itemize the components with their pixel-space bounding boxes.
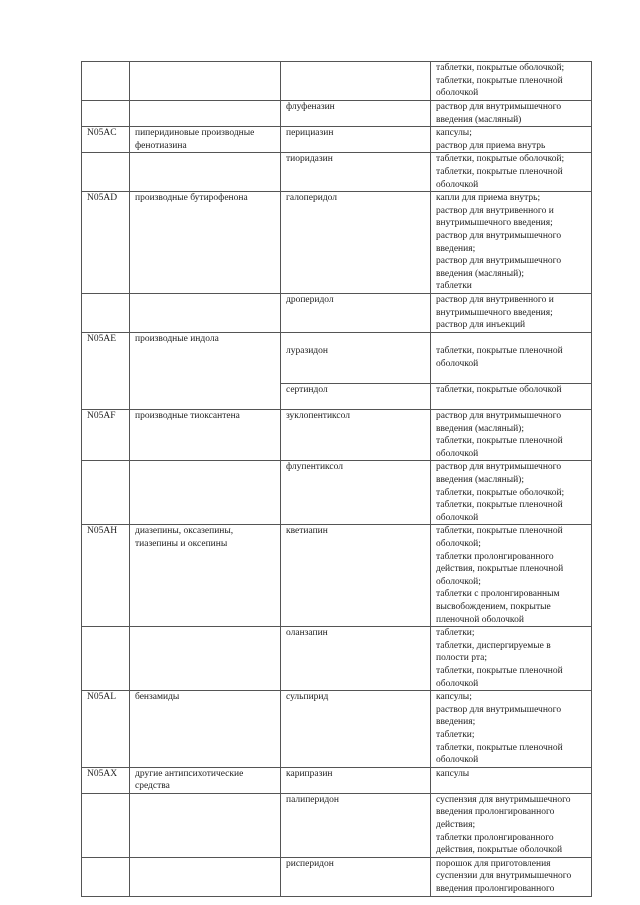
table-row xyxy=(82,332,592,409)
atc-code-cell xyxy=(82,793,130,857)
drug-name-sub: луразидон xyxy=(286,346,328,357)
group-cell: другие антипсихотические средства xyxy=(130,767,281,793)
table-row xyxy=(82,192,592,294)
atc-code-cell: N05AF xyxy=(82,410,130,461)
group-cell xyxy=(130,461,281,525)
atc-code-cell xyxy=(82,153,130,192)
dosage-form-cell: раствор для внутримышечного введения (масляный); таблетки, покрытые пленочной оболочкой xyxy=(431,410,592,461)
dosage-form-cell: капсулы; раствор для приема внутрь xyxy=(431,127,592,153)
dosage-form-cell: капсулы xyxy=(431,767,592,793)
group-cell: производные индола xyxy=(130,332,281,409)
drug-name-cell xyxy=(281,62,431,101)
dosage-form-cell xyxy=(431,332,592,409)
group-cell xyxy=(130,857,281,896)
group-cell: производные бутирофенона xyxy=(130,192,281,294)
dosage-form-cell: капсулы; раствор для внутримышечного введения; таблетки; таблетки, покрытые пленочной оболочкой xyxy=(431,691,592,768)
drug-name-cell: галоперидол xyxy=(281,192,431,294)
drug-name-cell: зуклопентиксол xyxy=(281,410,431,461)
table-row xyxy=(82,127,592,153)
drug-name-cell: кветиапин xyxy=(281,525,431,627)
dosage-form-cell: таблетки, покрытые пленочной оболочкой; таблетки пролонгированного действия, покрытые пленочной оболочкой; таблетки с пролонгированным высвобождением, покрытые пленочной оболочкой xyxy=(431,525,592,627)
drug-name-cell xyxy=(281,332,431,409)
drug-name-cell: сульпирид xyxy=(281,691,431,768)
group-cell: пиперидиновые производные фенотиазина xyxy=(130,127,281,153)
atc-code-cell xyxy=(82,62,130,101)
drug-name-cell: флуфеназин xyxy=(281,101,431,127)
group-cell: производные тиоксантена xyxy=(130,410,281,461)
atc-code-cell: N05AX xyxy=(82,767,130,793)
atc-code-cell xyxy=(82,857,130,896)
group-cell: диазепины, оксазепины, тиазепины и оксепины xyxy=(130,525,281,627)
table-row xyxy=(82,767,592,793)
group-cell xyxy=(130,62,281,101)
table-row xyxy=(82,691,592,768)
table-row xyxy=(82,793,592,857)
group-cell xyxy=(130,293,281,332)
drug-name-cell: палиперидон xyxy=(281,793,431,857)
dosage-form-sub: таблетки, покрытые пленочной оболочкой xyxy=(436,346,563,369)
atc-code-cell: N05AE xyxy=(82,332,130,409)
group-cell xyxy=(130,627,281,691)
atc-code-cell xyxy=(82,101,130,127)
group-cell xyxy=(130,101,281,127)
table-row xyxy=(82,857,592,896)
drug-name-cell: перициазин xyxy=(281,127,431,153)
group-cell: бензамиды xyxy=(130,691,281,768)
dosage-form-sub: таблетки, покрытые оболочкой xyxy=(431,383,591,397)
atc-code-cell xyxy=(82,627,130,691)
dosage-form-cell: суспензия для внутримышечного введения пролонгированного действия; таблетки пролонгированного действия, покрытые оболочкой xyxy=(431,793,592,857)
atc-code-cell xyxy=(82,293,130,332)
dosage-form-cell: раствор для внутримышечного введения (масляный); таблетки, покрытые оболочкой; таблетки, покрытые пленочной оболочкой xyxy=(431,461,592,525)
table-row xyxy=(82,525,592,627)
table-row xyxy=(82,293,592,332)
atc-code-cell: N05AL xyxy=(82,691,130,768)
dosage-form-cell: таблетки; таблетки, диспергируемые в полости рта; таблетки, покрытые пленочной оболочкой xyxy=(431,627,592,691)
document-page xyxy=(81,61,591,897)
drug-name-cell: рисперидон xyxy=(281,857,431,896)
dosage-form-cell: таблетки, покрытые оболочкой; таблетки, покрытые пленочной оболочкой xyxy=(431,62,592,101)
atc-code-cell xyxy=(82,461,130,525)
dosage-form-cell: капли для приема внутрь; раствор для внутривенного и внутримышечного введения; раствор для внутримышечного введения; раствор для внутримышечного введения (масляный); таблетки xyxy=(431,192,592,294)
table-row xyxy=(82,410,592,461)
atc-code-cell: N05AD xyxy=(82,192,130,294)
table-row xyxy=(82,101,592,127)
group-cell xyxy=(130,793,281,857)
dosage-form-cell: таблетки, покрытые оболочкой; таблетки, покрытые пленочной оболочкой xyxy=(431,153,592,192)
table-row xyxy=(82,153,592,192)
drug-name-cell: тиоридазин xyxy=(281,153,431,192)
group-cell xyxy=(130,153,281,192)
drug-name-cell: карипразин xyxy=(281,767,431,793)
table-row xyxy=(82,62,592,101)
atc-code-cell: N05AC xyxy=(82,127,130,153)
drug-name-cell: флупентиксол xyxy=(281,461,431,525)
table-row xyxy=(82,627,592,691)
drug-name-sub: сертиндол xyxy=(281,383,430,397)
drug-name-cell: дроперидол xyxy=(281,293,431,332)
dosage-form-cell: раствор для внутримышечного введения (масляный) xyxy=(431,101,592,127)
atc-code-cell: N05AH xyxy=(82,525,130,627)
table-row xyxy=(82,461,592,525)
drug-table xyxy=(81,61,592,897)
dosage-form-cell: раствор для внутривенного и внутримышечного введения; раствор для инъекций xyxy=(431,293,592,332)
drug-name-cell: оланзапин xyxy=(281,627,431,691)
dosage-form-cell: порошок для приготовления суспензии для внутримышечного введения пролонгированного xyxy=(431,857,592,896)
